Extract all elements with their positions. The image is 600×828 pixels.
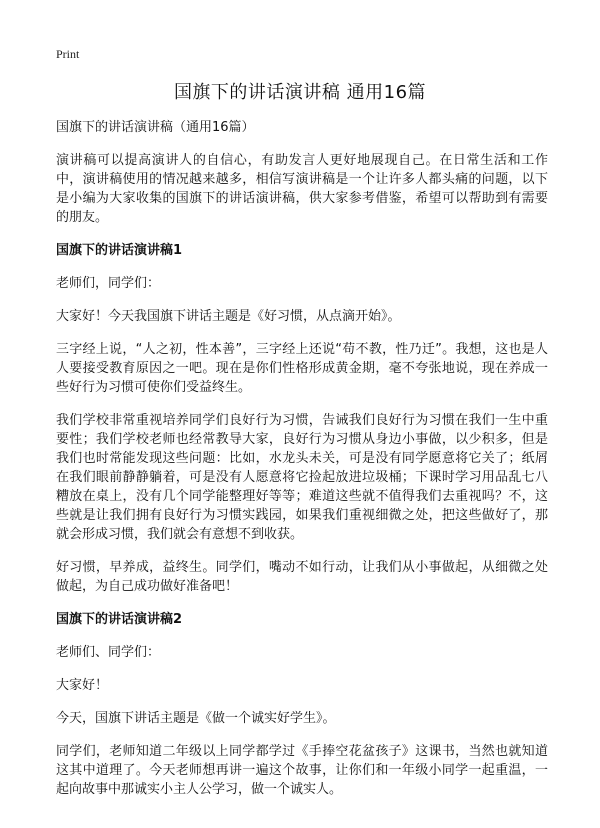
paragraph: 大家好！	[56, 678, 109, 693]
section-heading-2: 国旗下的讲话演讲稿2	[56, 612, 183, 627]
paragraph: 好习惯，早养成，益终生。同学们，嘴动不如行动，让我们从小事做起，从细微之处做起，为自己成功做好准备吧！	[56, 560, 548, 594]
document-body	[56, 118, 548, 813]
paragraph: 今天，国旗下讲话主题是《做一个诚实好学生》。	[56, 711, 336, 726]
paragraph: 我们学校非常重视培养同学们良好行为习惯，告诫我们良好行为习惯在我们一生中重要性；我们学校老师也经常教导大家，良好行为习惯从身边小事做，以少积多，但是我们也时常能发现这些问题：比如，水龙头未关，可是没有同学愿意将它关了；纸屑在我们眼前静静躺着，可是没有人愿意将它捡起放进垃圾桶；下课时学习用品乱七八糟放在桌上，没有几个同学能整理好等等；难道这些就不值得我们去重视吗？不，这些就是让我们拥有良好行为习惯实践园，如果我们重视细微之处，把这些做好了，那就会形成习惯，我们就会有意想不到收获。	[56, 413, 548, 542]
page-title: 国旗下的讲话演讲稿 通用16篇	[173, 82, 427, 103]
intro-paragraph: 演讲稿可以提高演讲人的自信心，有助发言人更好地展现自己。在日常生活和工作中，演讲稿使用的情况越来越多，相信写演讲稿是一个让许多人都头痛的问题，以下是小编为大家收集的国旗下的讲话演讲稿，供大家参考借鉴，希望可以帮助到有需要的朋友。	[56, 153, 548, 225]
section-heading-1: 国旗下的讲话演讲稿1	[56, 243, 183, 258]
paragraph: 大家好！今天我国旗下讲话主题是《好习惯，从点滴开始》。	[56, 309, 401, 324]
print-link[interactable]: Print	[56, 47, 80, 61]
paragraph: 老师们，同学们：	[56, 276, 161, 291]
paragraph: 同学们，老师知道二年级以上同学都学过《手捧空花盆孩子》这课书，当然也就知道这其中道理了。今天老师想再讲一遍这个故事，让你们和一年级小同学一起重温，一起向故事中那诚实小主人公学习，做一个诚实人。	[56, 744, 548, 797]
document-subtitle: 国旗下的讲话演讲稿（通用16篇）	[56, 120, 255, 135]
paragraph: 老师们、同学们：	[56, 645, 161, 660]
paragraph: 三字经上说，“人之初，性本善”，三字经上还说“苟不教，性乃迁”。我想，这也是人人要接受教育原因之一吧。现在是你们性格形成黄金期，毫不夸张地说，现在养成一些好行为习惯可使你们受益终生。	[56, 342, 548, 395]
